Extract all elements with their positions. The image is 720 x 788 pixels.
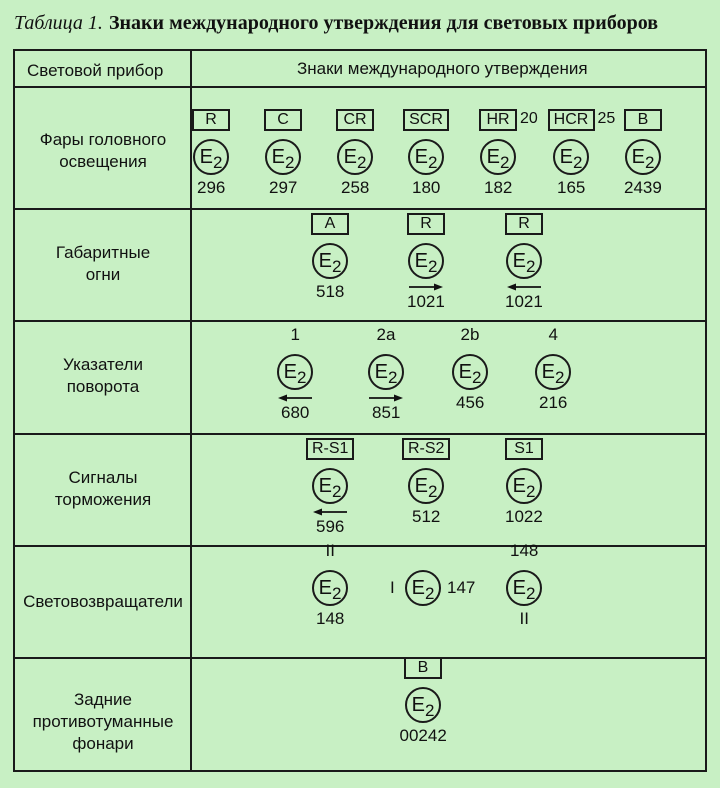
- circle-subscript: 2: [387, 367, 398, 387]
- e2-approval-circle: [405, 570, 441, 606]
- approval-number: 512: [412, 507, 441, 526]
- e2-approval-circle: [265, 139, 301, 175]
- approval-number: 2439: [624, 178, 662, 197]
- approval-number: 456: [456, 393, 485, 412]
- e2-approval-circle: [625, 139, 661, 175]
- circle-letter: E: [318, 577, 332, 599]
- row-label-stop-lamps: Сигналы торможения: [54, 468, 152, 509]
- e2-approval-circle: [277, 354, 313, 390]
- approval-code-box: R: [407, 213, 445, 235]
- approval-code-box: A: [311, 213, 349, 235]
- approval-code-box: R: [505, 213, 543, 235]
- approval-number: 680: [281, 403, 310, 422]
- circle-subscript: 2: [212, 152, 223, 172]
- row-divider: [15, 657, 705, 659]
- mark-top-label: 2a: [376, 325, 396, 344]
- circle-letter: E: [512, 577, 526, 599]
- arrow-left-icon: [278, 393, 312, 403]
- approval-code-suffix: 25: [597, 110, 616, 127]
- circle-subscript: 2: [284, 152, 295, 172]
- approval-number: 518: [316, 282, 345, 301]
- approval-code-box: CR: [336, 109, 374, 131]
- circle-subscript: 2: [424, 583, 435, 603]
- header-marks: Знаки международного утверждения: [297, 59, 588, 78]
- approval-number: 216: [539, 393, 568, 412]
- e2-approval-circle: [193, 139, 229, 175]
- circle-letter: E: [458, 361, 472, 383]
- approval-code-box: S1: [505, 438, 543, 460]
- approval-code-box: SCR: [403, 109, 449, 131]
- approval-code-box: C: [264, 109, 302, 131]
- e2-approval-circle: [368, 354, 404, 390]
- circle-letter: E: [199, 146, 213, 168]
- mark-right-label: 147: [447, 578, 476, 597]
- circle-subscript: 2: [331, 583, 342, 603]
- circle-subscript: 2: [499, 152, 510, 172]
- row-divider: [15, 86, 705, 88]
- circle-subscript: 2: [525, 481, 536, 501]
- arrow-left-icon: [313, 507, 347, 517]
- approval-code-box: R-S2: [402, 438, 450, 460]
- circle-letter: E: [411, 577, 425, 599]
- circle-subscript: 2: [525, 256, 536, 276]
- e2-approval-circle: [408, 468, 444, 504]
- mark-top-label: 148: [510, 541, 539, 560]
- row-divider: [15, 320, 705, 322]
- table-caption: [14, 12, 658, 35]
- e2-approval-circle: [506, 468, 542, 504]
- circle-letter: E: [414, 475, 428, 497]
- circle-subscript: 2: [471, 367, 482, 387]
- caption-label: Таблица 1.: [14, 12, 103, 34]
- approval-code-suffix: 20: [520, 110, 538, 127]
- approval-code-box: R: [192, 109, 230, 131]
- row-divider: [15, 433, 705, 435]
- circle-letter: E: [541, 361, 555, 383]
- circle-letter: E: [283, 361, 297, 383]
- circle-subscript: 2: [572, 152, 583, 172]
- row-label-retroreflectors: Световозвращатели: [23, 592, 183, 611]
- circle-letter: E: [559, 146, 573, 168]
- circle-subscript: 2: [525, 583, 536, 603]
- row-label-position-lamps: Габаритные огни: [55, 243, 151, 284]
- circle-letter: E: [271, 146, 285, 168]
- circle-letter: E: [486, 146, 500, 168]
- circle-subscript: 2: [427, 152, 438, 172]
- circle-subscript: 2: [554, 367, 565, 387]
- e2-approval-circle: [535, 354, 571, 390]
- e2-approval-circle: [480, 139, 516, 175]
- circle-subscript: 2: [331, 481, 342, 501]
- e2-approval-circle: [337, 139, 373, 175]
- approval-code-box: B: [624, 109, 662, 131]
- mark-left-label: I: [390, 578, 395, 597]
- approval-code-box: HR: [479, 109, 517, 131]
- row-label-headlamps: Фары головного освещения: [39, 130, 167, 171]
- circle-letter: E: [374, 361, 388, 383]
- circle-subscript: 2: [331, 256, 342, 276]
- approval-number: 1022: [505, 507, 543, 526]
- circle-subscript: 2: [644, 152, 655, 172]
- mark-top-label: 1: [290, 325, 300, 344]
- mark-top-label: 2b: [460, 325, 480, 344]
- mark-top-label: II: [325, 541, 335, 560]
- circle-letter: E: [414, 146, 428, 168]
- arrow-right-icon: [409, 282, 443, 292]
- approval-number: 1021: [505, 292, 543, 311]
- circle-subscript: 2: [424, 700, 435, 720]
- approval-number: 296: [197, 178, 226, 197]
- e2-approval-circle: [553, 139, 589, 175]
- row-divider: [15, 208, 705, 210]
- row-label-rear-fog-lamps: Задние противотуманные фонари: [32, 690, 174, 753]
- arrow-right-icon: [369, 393, 403, 403]
- approval-number: 596: [316, 517, 345, 536]
- approval-number: 180: [412, 178, 441, 197]
- caption-title: Знаки международного утверждения для световых приборов: [108, 12, 658, 34]
- row-divider: [15, 545, 705, 547]
- approval-code-box: R-S1: [306, 438, 354, 460]
- e2-approval-circle: [312, 468, 348, 504]
- circle-subscript: 2: [427, 256, 438, 276]
- approval-code-box: B: [404, 657, 442, 679]
- circle-letter: E: [512, 475, 526, 497]
- e2-approval-circle: [405, 687, 441, 723]
- approval-number: 00242: [399, 726, 447, 745]
- approval-number: 297: [269, 178, 298, 197]
- circle-subscript: 2: [427, 481, 438, 501]
- circle-subscript: 2: [296, 367, 307, 387]
- e2-approval-circle: [452, 354, 488, 390]
- arrow-left-icon: [507, 282, 541, 292]
- e2-approval-circle: [506, 570, 542, 606]
- row-label-direction-indicators: Указатели поворота: [63, 355, 143, 396]
- circle-subscript: 2: [356, 152, 367, 172]
- circle-letter: E: [343, 146, 357, 168]
- circle-letter: E: [411, 694, 425, 716]
- approval-number: 182: [484, 178, 513, 197]
- e2-approval-circle: [408, 139, 444, 175]
- approval-code-box: HCR: [548, 109, 595, 131]
- circle-letter: E: [631, 146, 645, 168]
- approval-marks-table: [13, 49, 707, 772]
- e2-approval-circle: [506, 243, 542, 279]
- circle-letter: E: [318, 250, 332, 272]
- e2-approval-circle: [312, 243, 348, 279]
- approval-number: 1021: [407, 292, 445, 311]
- approval-number: 258: [341, 178, 370, 197]
- header-device: Световой прибор: [27, 61, 164, 80]
- circle-letter: E: [512, 250, 526, 272]
- approval-number: 165: [557, 178, 586, 197]
- approval-number: 148: [316, 609, 345, 628]
- e2-approval-circle: [312, 570, 348, 606]
- mark-top-label: 4: [548, 325, 558, 344]
- approval-number: 851: [372, 403, 401, 422]
- circle-letter: E: [318, 475, 332, 497]
- mark-bottom-label: II: [519, 609, 529, 628]
- circle-letter: E: [414, 250, 428, 272]
- e2-approval-circle: [408, 243, 444, 279]
